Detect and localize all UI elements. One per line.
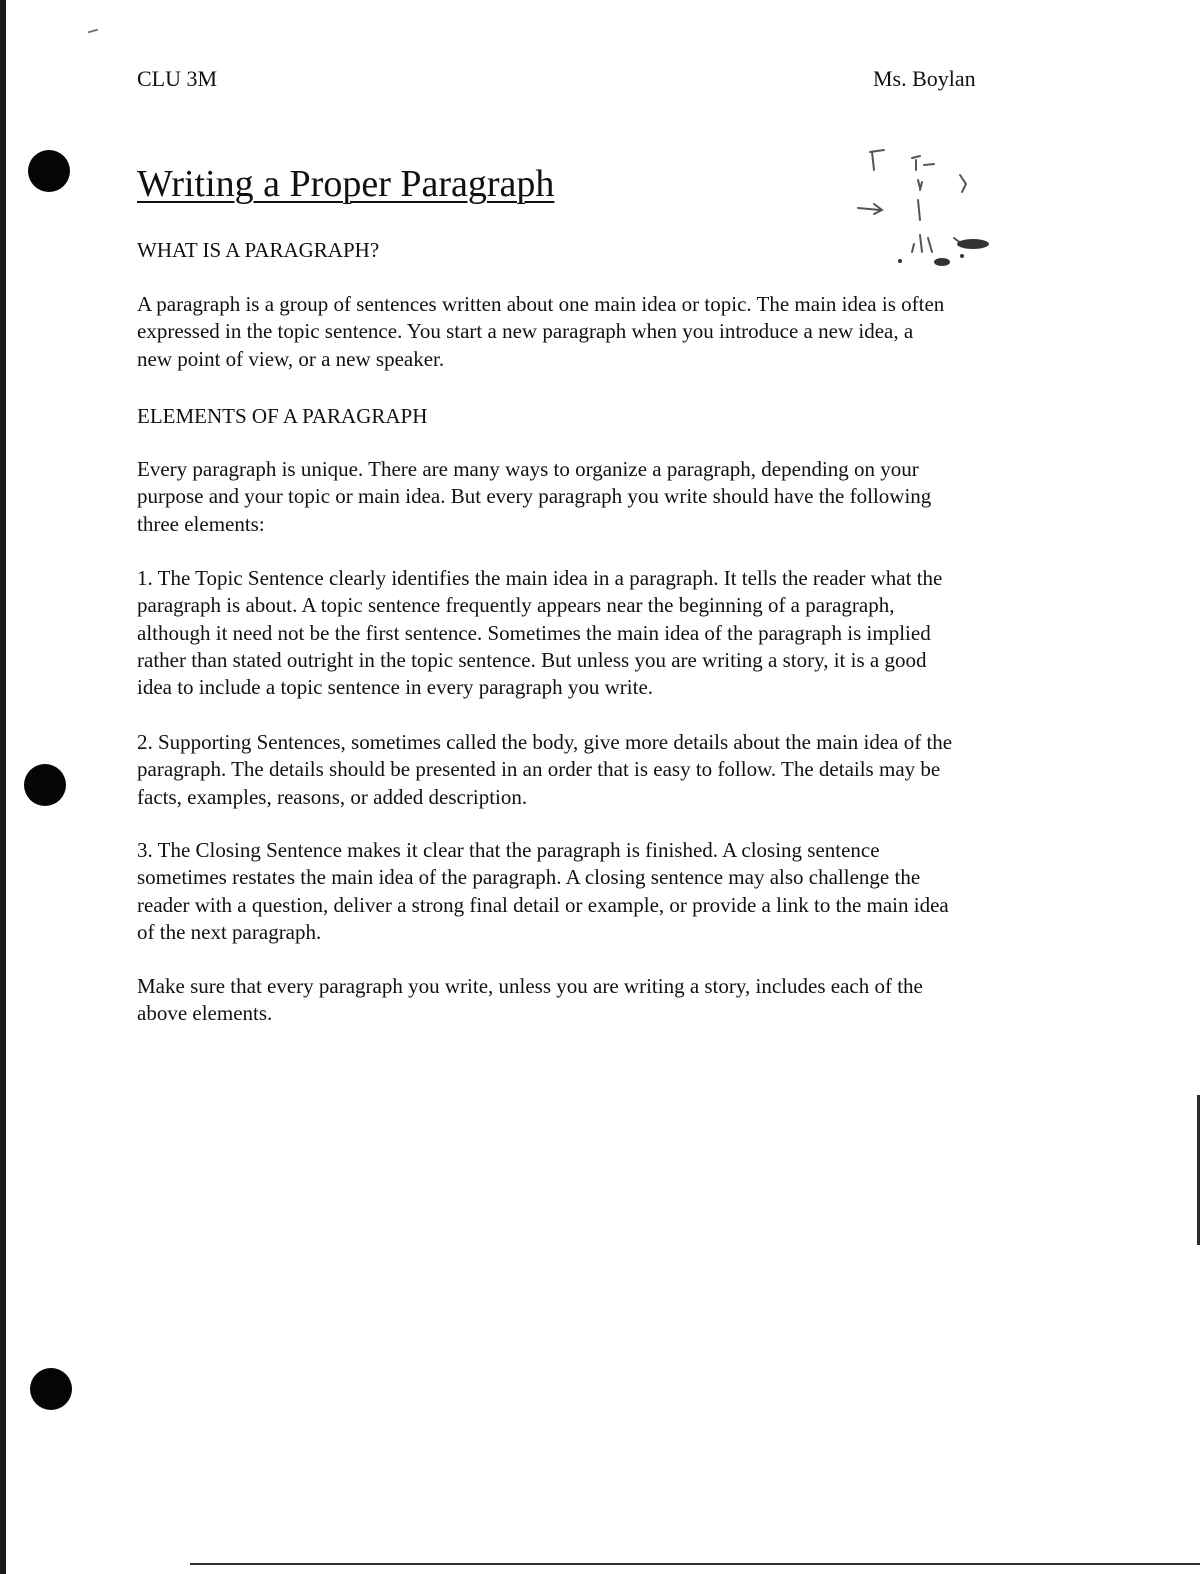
course-code: CLU 3M	[137, 66, 218, 91]
scan-edge-bottom	[190, 1563, 1200, 1565]
text-line: paragraph. The details should be presented in an order that is easy to follow. The details may be	[137, 757, 941, 782]
text-line: above elements.	[137, 1001, 273, 1026]
paragraph-intro	[137, 456, 1067, 538]
text-line: sometimes restates the main idea of the paragraph. A closing sentence may also challenge the	[137, 865, 921, 890]
text-line: expressed in the topic sentence. You start a new paragraph when you introduce a new idea, a	[137, 319, 914, 344]
doodle-sketch	[850, 140, 1000, 275]
text-line: facts, examples, reasons, or added description.	[137, 784, 528, 809]
page-title: Writing a Proper Paragraph	[137, 163, 555, 205]
text-line: new point of view, or a new speaker.	[137, 346, 445, 371]
section-heading-elements: ELEMENTS OF A PARAGRAPH	[137, 404, 428, 428]
text-line: 1. The Topic Sentence clearly identifies the main idea in a paragraph. It tells the reader what the	[137, 566, 943, 590]
punch-hole-bottom	[30, 1368, 72, 1410]
section-heading-what: WHAT IS A PARAGRAPH?	[137, 238, 380, 262]
text-line: paragraph is about. A topic sentence frequently appears near the beginning of a paragraph,	[137, 593, 895, 618]
paragraph-definition	[137, 291, 1067, 373]
scan-speck	[88, 29, 98, 34]
text-line: 3. The Closing Sentence makes it clear that the paragraph is finished. A closing sentence	[137, 838, 880, 862]
teacher-name: Ms. Boylan	[873, 66, 976, 91]
text-line: of the next paragraph.	[137, 919, 322, 944]
text-line: idea to include a topic sentence in every paragraph you write.	[137, 675, 654, 700]
text-line: although it need not be the first sentence. Sometimes the main idea of the paragraph is implied	[137, 620, 931, 645]
text-line: A paragraph is a group of sentences written about one main idea or topic. The main idea is often	[137, 292, 945, 316]
text-line: Make sure that every paragraph you write, unless you are writing a story, includes each of the	[137, 974, 923, 998]
text-line: rather than stated outright in the topic sentence. But unless you are writing a story, it is a good	[137, 647, 927, 672]
text-line: Every paragraph is unique. There are many ways to organize a paragraph, depending on your	[137, 457, 919, 481]
text-line: purpose and your topic or main idea. But every paragraph you write should have the following	[137, 484, 932, 509]
paragraph-closing-sentence	[137, 837, 1067, 946]
paragraph-supporting-sentences	[137, 729, 1067, 811]
text-line: three elements:	[137, 511, 265, 536]
scan-edge-left	[0, 0, 6, 1574]
text-line: reader with a question, deliver a strong final detail or example, or provide a link to the main idea	[137, 892, 949, 917]
punch-hole-top	[28, 150, 70, 192]
paragraph-topic-sentence	[137, 565, 1067, 701]
text-line: 2. Supporting Sentences, sometimes called the body, give more details about the main idea of the	[137, 730, 953, 754]
punch-hole-middle	[24, 764, 66, 806]
paragraph-conclusion	[137, 973, 1067, 1028]
